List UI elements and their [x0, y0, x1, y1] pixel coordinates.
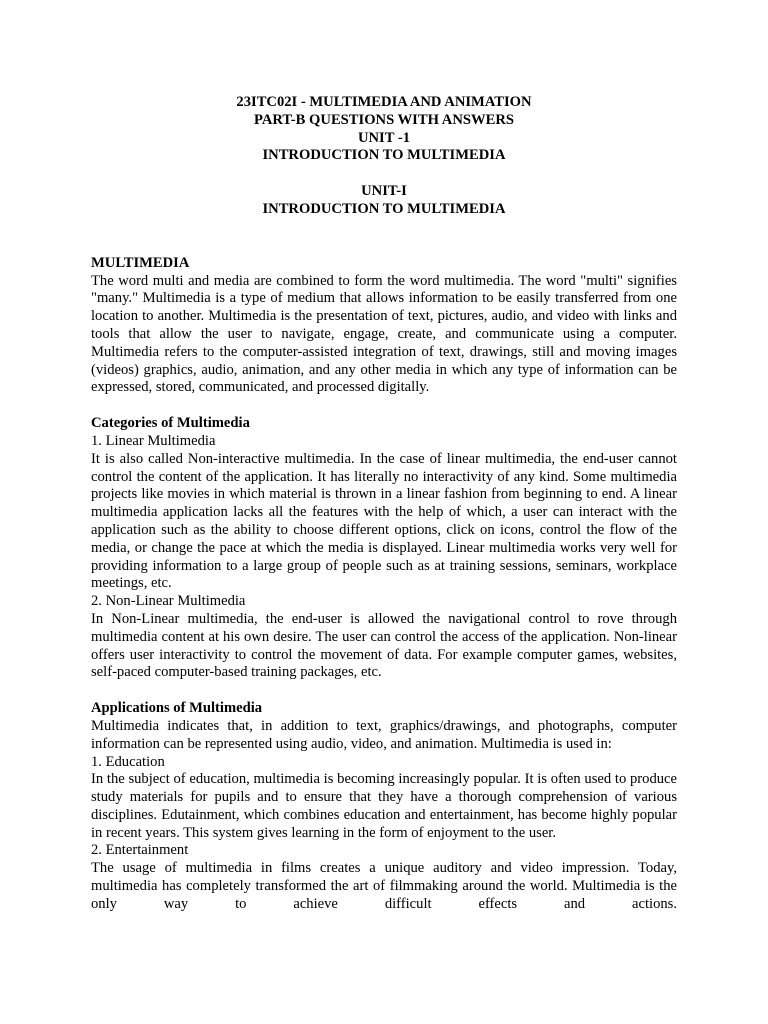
- course-title: 23ITC02I - MULTIMEDIA AND ANIMATION: [236, 94, 532, 110]
- entertainment-paragraph: The usage of multimedia in films creates a unique auditory and video impression. Today, multimedia has completely transformed the art of filmmaking around the world. Multimedia is the only way to achieve difficult effects and actions.: [91, 860, 677, 912]
- education-title: 1. Education: [91, 753, 165, 770]
- unit-title: INTRODUCTION TO MULTIMEDIA: [262, 147, 506, 164]
- spacer: [91, 682, 677, 700]
- linear-multimedia-paragraph: It is also called Non-interactive multimedia. In the case of linear multimedia, the end-user cannot control the content of the application. It has literally no interactivity of any kind. Some multimedia projects like movies in which material is thrown in a linear fashion from beginning to end. A linear multimedia application lacks all the features with the help of which, a user can interact with the application such as the ability to choose different options, click on icons, control the flow of the media, or change the pace at which the media is displayed. Linear multimedia works very well for providing information to a large group of people such as at training sessions, seminars, workplace meetings, etc.: [91, 450, 677, 592]
- unit-subheading: UNIT-I: [361, 183, 407, 200]
- spacer: [91, 219, 677, 237]
- multimedia-heading: MULTIMEDIA: [91, 254, 190, 271]
- section-title: PART-B QUESTIONS WITH ANSWERS: [254, 111, 514, 128]
- non-linear-multimedia-paragraph: In Non-Linear multimedia, the end-user is allowed the navigational control to rove through multimedia content at his own desire. The user can control the access of the application. Non-linear offers user interactivity to control the movement of data. For example computer games, websites, self-paced computer-based training packages, etc.: [91, 610, 677, 681]
- non-linear-multimedia-title: 2. Non-Linear Multimedia: [91, 593, 246, 610]
- applications-intro: Multimedia indicates that, in addition to text, graphics/drawings, and photographs, computer information can be represented using audio, video, and animation. Multimedia is used in:: [91, 717, 677, 752]
- spacer: [91, 397, 677, 415]
- spacer: [91, 237, 677, 255]
- linear-multimedia-title: 1. Linear Multimedia: [91, 432, 216, 449]
- education-paragraph: In the subject of education, multimedia is becoming increasingly popular. It is often used to produce study materials for pupils and to ensure that they have a thorough comprehension of various disciplines. Edutainment, which combines education and entertainment, has become highly popular in recent years. This system gives learning in the form of enjoyment to the user.: [91, 771, 677, 841]
- entertainment-title: 2. Entertainment: [91, 842, 189, 859]
- multimedia-paragraph: The word multi and media are combined to form the word multimedia. The word "multi" signifies "many." Multimedia is a type of medium that allows information to be easily transferred from one location to another. Multimedia is the presentation of text, pictures, audio, and video with links and tools that allow the user to navigate, engage, create, and communicate using a computer. Multimedia refers to the computer-assisted integration of text, drawings, still and moving images (videos) graphics, audio, animation, and any other media in which any type of information can be expressed, stored, communicated, and processed digitally.: [91, 272, 677, 396]
- applications-heading: Applications of Multimedia: [91, 700, 263, 717]
- document-header: [91, 94, 677, 219]
- document-page: [91, 94, 677, 914]
- unit-subtitle: INTRODUCTION TO MULTIMEDIA: [262, 200, 506, 217]
- categories-heading: Categories of Multimedia: [91, 415, 250, 432]
- spacer: [91, 165, 677, 183]
- unit-label: UNIT -1: [357, 129, 411, 146]
